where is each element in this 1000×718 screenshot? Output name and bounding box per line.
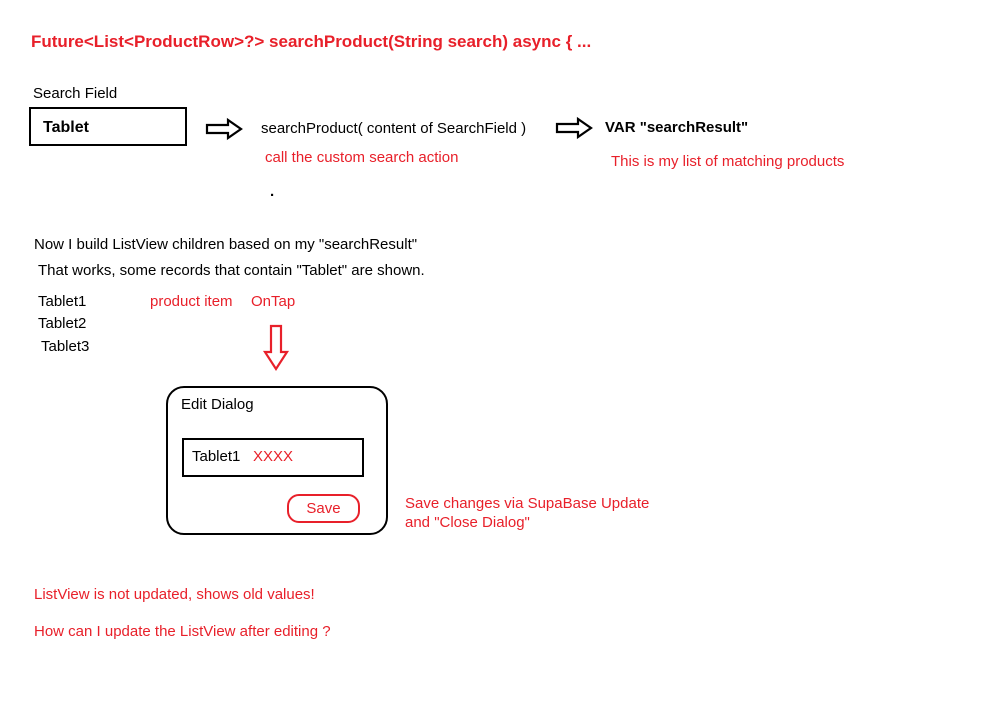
- right-hollow-arrow-icon: [205, 119, 243, 139]
- save-note-1: Save changes via SupaBase Update: [405, 495, 650, 512]
- product-item-label: product item: [150, 293, 233, 310]
- search-field-label: Search Field: [33, 85, 118, 102]
- listview-description-2: That works, some records that contain "Tablet" are shown.: [38, 262, 425, 279]
- search-result-note: This is my list of matching products: [611, 153, 845, 170]
- search-call-note: call the custom search action: [265, 149, 459, 166]
- list-item[interactable]: Tablet3: [41, 338, 90, 355]
- dialog-edit-field[interactable]: [182, 438, 364, 477]
- save-note-2: and "Close Dialog": [405, 514, 530, 531]
- save-button[interactable]: Save: [287, 494, 360, 523]
- search-result-var: VAR "searchResult": [605, 119, 749, 136]
- problem-question: How can I update the ListView after editing ?: [34, 623, 331, 640]
- listview-description-1: Now I build ListView children based on my "searchResult": [34, 236, 418, 253]
- search-field[interactable]: [29, 107, 187, 146]
- search-call-text: searchProduct( content of SearchField ): [261, 120, 527, 137]
- code-signature: Future<List<ProductRow>?> searchProduct(String search) async { ...: [31, 32, 592, 51]
- right-hollow-arrow-icon: [555, 118, 593, 138]
- list-item[interactable]: Tablet2: [38, 315, 87, 332]
- down-hollow-arrow-icon: [263, 324, 289, 372]
- problem-statement: ListView is not updated, shows old values!: [34, 586, 315, 603]
- search-field-value: Tablet: [43, 119, 89, 136]
- list-item[interactable]: Tablet1: [38, 293, 87, 310]
- dialog-field-edit: XXXX: [253, 448, 294, 465]
- ontap-label: OnTap: [251, 293, 296, 310]
- dialog-field-value: Tablet1: [192, 448, 241, 465]
- dialog-title: Edit Dialog: [181, 396, 254, 413]
- stray-dot: .: [270, 183, 275, 200]
